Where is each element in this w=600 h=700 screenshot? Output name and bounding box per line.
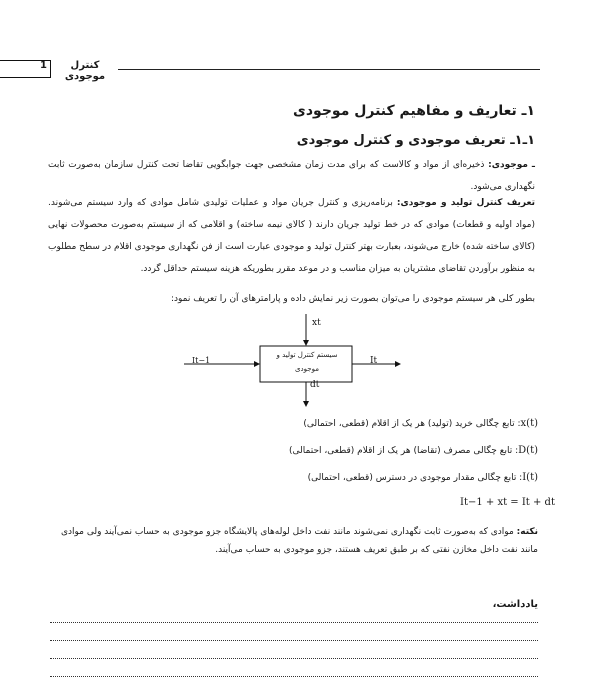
system-box-label-line1: سیستم کنترل تولید و [276, 351, 338, 359]
definition-inventory-text: ذخیره‌ای از مواد و کالاست که برای مدت زمان مشخصی جهت جوابگویی تقاضا تحت کنترل سازمان به‌صورت ثابت نگهداری می‌شود. [48, 160, 535, 192]
subsection-title: ۱ـ۱ـ تعریف موجودی و کنترل موجودی [296, 133, 535, 148]
notes-title: یادداشت، [492, 599, 538, 610]
label-output-right: It [370, 356, 378, 366]
function-available-desc: : تابع چگالی مقدار موجودی در دسترس (قطعی، احتمالی) [307, 473, 523, 483]
function-demand [289, 445, 538, 456]
function-demand-symbol: D(t) [518, 445, 538, 456]
note-text: موادی که به‌صورت ثابت نگهداری نمی‌شوند مانند نفت داخل لوله‌های پالایشگاه جزو موجودی به حساب نمی‌آیند ولی موادی مانند نفت داخل مخازن نفتی که بر طبق تعریف هستند، جزو موجودی به حساب می‌آیند. [60, 527, 538, 555]
function-purchase-symbol: x(t) [520, 418, 538, 429]
function-available-symbol: I(t) [522, 472, 538, 483]
running-header-title: کنترل موجودی [64, 60, 106, 82]
system-box-label-line2: موجودی [295, 365, 319, 373]
intro-line: بطور کلی هر سیستم موجودی را می‌توان بصورت زیر نمایش داده و پارامترهای آن را تعریف نمود: [170, 294, 535, 304]
function-purchase [303, 418, 538, 429]
system-box-label [262, 348, 352, 376]
page-number: 1 [40, 60, 47, 71]
header-rule [118, 69, 540, 70]
notes-line [50, 676, 538, 677]
notes-line [50, 640, 538, 641]
note-paragraph [42, 523, 538, 559]
notes-line [50, 658, 538, 659]
definition-control-term: تعریف کنترل تولید و موجودی: [396, 198, 535, 208]
label-input-left: It−1 [192, 356, 211, 365]
label-input-top: xt [312, 318, 321, 328]
label-output-bottom: dt [310, 380, 320, 390]
function-available [308, 472, 538, 483]
definition-control [48, 192, 535, 280]
function-purchase-desc: : تابع چگالی خرید (تولید) هر یک از اقلام (قطعی، احتمالی) [303, 419, 521, 429]
note-term: نکته: [516, 527, 538, 537]
balance-equation: It−1 + xt = It + dt [460, 497, 555, 508]
function-demand-desc: : تابع چگالی مصرف (تقاضا) هر یک از اقلام (قطعی، احتمالی) [289, 446, 519, 456]
definition-inventory-term: ـ موجودی: [488, 160, 535, 170]
definition-control-text: برنامه‌ریزی و کنترل جریان مواد و عملیات تولیدی شامل موادی که وارد سیستم می‌شوند. (مواد اولیه و قطعات) موادی که در خط تولید جریان دارند ( کالای نیمه ساخته) و اقلامی که از سیستم به‌صورت محصولات نهایی (کالای ساخته شده) خارج می‌شوند، بعبارت بهتر کنترل تولید و موجودی عبارت است از فن نگهداری موجودی اقلام در سطح مطلوب به منظور برآوردن تقاضای مشتریان به میزان مناسب و در موعد مقرر بطوریکه هزینه سیستم حداقل گردد. [48, 198, 535, 274]
notes-line [50, 622, 538, 623]
section-title: ۱ـ تعاریف و مفاهیم کنترل موجودی [293, 103, 535, 119]
